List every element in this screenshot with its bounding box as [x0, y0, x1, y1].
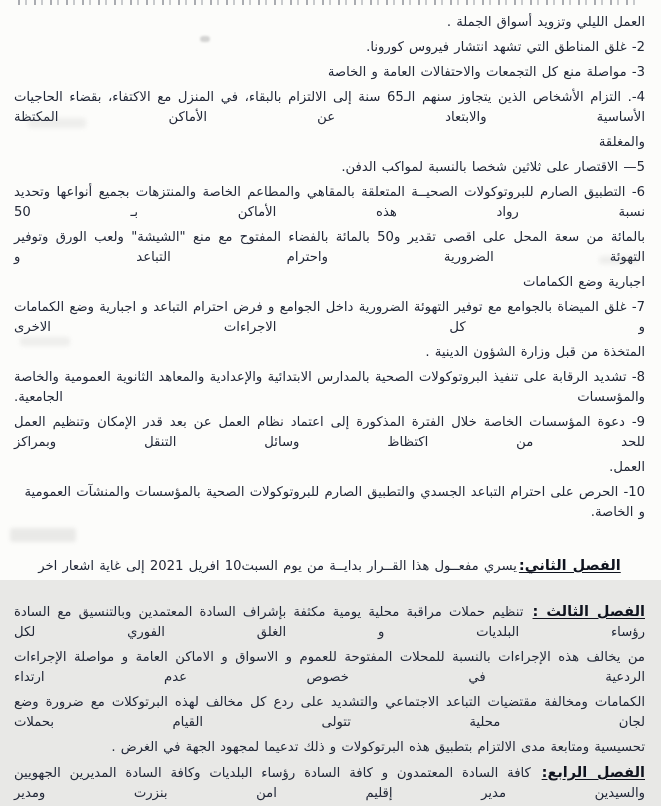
chapter-4-text: كافة السادة المعتمدون و كافة السادة رؤساء البلديات وكافة السادة المديرين الجهويين والسيدين مدير إقليم امن بنزرت ومدير	[14, 765, 645, 801]
item-6-line-3: اجبارية وضع الكمامات	[523, 274, 645, 290]
chapter-4-line	[14, 760, 645, 806]
chapter-2-text: يسري مفعــول هذا القــرار بدايــة من يوم السبت10 افريل 2021 إلى غاية اشعار اخر	[38, 558, 517, 574]
item-6-line-2: بالمائة من سعة المحل على اقصى تقدير و50 بالمائة بالفضاء المفتوح مع منع "الشيشة" ولعب الورق وتوفير التهوئة الضرورية واحترام التباعد و	[14, 229, 645, 265]
item-9-line-1: 9- دعوة المؤسسات الخاصة خلال الفترة المذكورة إلى اعتماد نظام العمل عن بعد قدر الإمكان وتنظيم العمل للحد من اكتظاظ وسائل التنقل وبمراكز	[14, 414, 645, 450]
item-4-line-2: والمغلقة	[598, 134, 645, 150]
item-2-line: 2- غلق المناطق التي تشهد انتشار فيروس كورونا.	[366, 39, 645, 55]
item-10-line: 10- الحرص على احترام التباعد الجسدي والتطبيق الصارم للبروتوكولات الصحية بالمؤسسات والمنشآت العمومية و الخاصة.	[24, 484, 645, 520]
item-6-line-1: 6- التطبيق الصارم للبروتوكولات الصحيــة المتعلقة بالمقاهي والمطاعم الخاصة والمنتزهات بجميع أنواعها وتحديد نسبة رواد هذه الأماكن بـ 50	[14, 184, 645, 220]
chapter-2-line	[14, 553, 645, 579]
chapter-3-line-3: الكمامات ومخالفة مقتضيات التباعد الاجتماعي والتشديد على ردع كل مخالف لهذه البرتوكلات مع ضرورة وضع لجان محلية تتولى القيام بحملات	[14, 694, 645, 730]
item-5-line: 5— الاقتصار على ثلاثين شخصا بالنسبة لمواكب الدفن.	[341, 159, 645, 175]
chapter-3-line-4: تحسيسية ومتابعة مدى الالتزام بتطبيق هذه البرتوكولات و ذلك تدعيما لمجهود الجهة في الغرض .	[111, 739, 645, 755]
item-4-line-1: 4-. التزام الأشخاص الذين يتجاوز سنهم الـ65 سنة إلى الالتزام بالبقاء، في المنزل مع الاكتفاء، بقضاء الحاجيات الأساسية والابتعاد عن الأماكن المكتظة	[14, 89, 645, 125]
chapter-3-line-2: من يخالف هذه الإجراءات بالنسبة للمحلات المفتوحة للعموم و الاسواق و الاماكن العامة و مواصلة الإجراءات الردعية في خصوص عدم ارتداء	[14, 649, 645, 685]
intro-continuation-line: العمل الليلي وتزويد أسواق الجملة .	[446, 14, 645, 30]
section-gap	[14, 525, 645, 553]
chapter-3-text: تنظيم حملات مراقبة محلية يومية مكثفة بإشراف السادة المعتمدين وبالتنسيق مع السادة رؤساء البلديات و الغلق الفوري لكل	[14, 604, 645, 640]
item-7-line-2: المتخذة من قبل وزارة الشؤون الدينية .	[425, 344, 645, 360]
item-3-line: 3- مواصلة منع كل التجمعات والاحتفالات العامة و الخاصة	[327, 64, 645, 80]
chapter-2-heading: الفصل الثاني:	[518, 557, 621, 574]
item-7-line-1: 7- غلق الميضاة بالجوامع مع توفير التهوئة الضرورية داخل الجوامع و فرض احترام التباعد و اجبارية وضع الكمامات و كل الاجراءات الاخرى	[14, 299, 645, 335]
chapter-3-heading: الفصل الثالث :	[532, 603, 645, 620]
chapter-3-line-1	[14, 599, 645, 645]
item-9-line-2: العمل.	[609, 459, 645, 475]
chapter-4-heading: الفصل الرابع:	[541, 764, 645, 781]
clipped-top-line	[18, 0, 641, 5]
section-gap	[14, 579, 645, 599]
item-8-line: 8- تشديد الرقابة على تنفيذ البروتوكولات الصحية بالمدارس الابتدائية والإعدادية والمعاهد الثانوية العمومية والخاصة والمؤسسات الجامعية.	[14, 369, 645, 405]
